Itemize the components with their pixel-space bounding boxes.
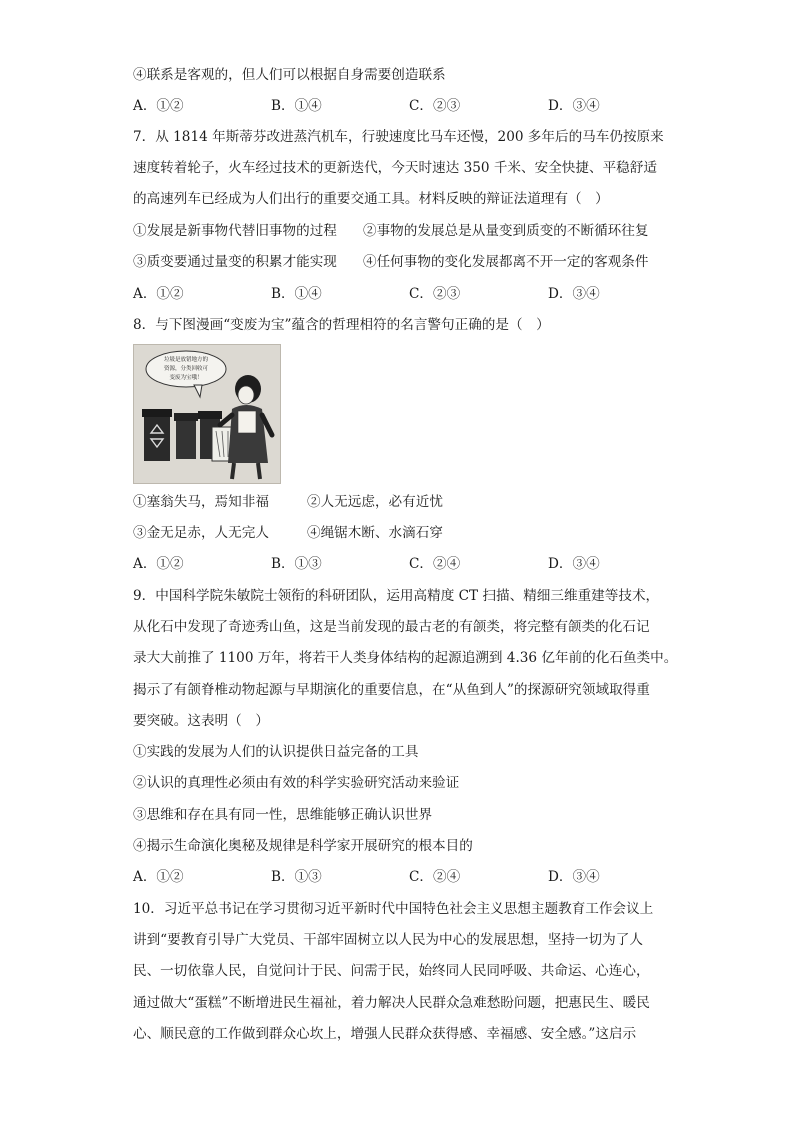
q10-stem-line-1: 10．习近平总书记在学习贯彻习近平新时代中国特色社会主义思想主题教育工作会议上 [133, 901, 654, 917]
choice-a[interactable]: A．①② [133, 98, 184, 114]
q9-choices [133, 867, 673, 887]
choice-c[interactable]: C．②④ [409, 869, 461, 885]
q9-option-3: ③思维和存在具有同一性，思维能够正确认识世界 [133, 807, 433, 823]
q9-stem-line-3: 录大大前推了 1100 万年，将若干人类身体结构的起源追溯到 4.36 亿年前的化石鱼类中。 [133, 650, 678, 666]
q7-options-row-2 [133, 252, 673, 272]
choice-c[interactable]: C．②③ [409, 286, 461, 302]
q7-option-2: ②事物的发展总是从量变到质变的不断循环往复 [363, 223, 649, 239]
q7-stem-line-3: 的高速列车已经成为人们出行的重要交通工具。材料反映的辩证法道理有（ ） [133, 191, 609, 207]
choice-d[interactable]: D．③④ [548, 556, 600, 572]
q9-stem-line-1: 9．中国科学院朱敏院士领衔的科研团队，运用高精度 CT 扫描、精细三维重建等技术， [133, 588, 660, 604]
choice-a[interactable]: A．①② [133, 869, 184, 885]
q8-options-row-1 [133, 492, 673, 512]
q10-stem-line-5: 心、顺民意的工作做到群众心坎上，增强人民群众获得感、幸福感、安全感。”这启示 [133, 1026, 637, 1042]
q6-option-4: ④联系是客观的，但人们可以根据自身需要创造联系 [133, 67, 446, 83]
speech-line-2: 资源，分类回收可 [163, 366, 209, 372]
q8-option-2: ②人无远虑，必有近忧 [307, 494, 443, 510]
q8-options-row-2 [133, 523, 673, 543]
q9-option-4: ④揭示生命演化奥秘及规律是科学家开展研究的根本目的 [133, 838, 473, 854]
choice-d[interactable]: D．③④ [548, 869, 600, 885]
choice-a[interactable]: A．①② [133, 286, 184, 302]
q7-option-4: ④任何事物的变化发展都离不开一定的客观条件 [363, 254, 649, 270]
q9-stem-line-5: 要突破。这表明（ ） [133, 713, 269, 729]
q8-choices [133, 554, 673, 574]
choice-b[interactable]: B．①④ [271, 98, 322, 114]
choice-b[interactable]: B．①④ [271, 286, 322, 302]
q6-choices [133, 96, 673, 116]
speech-line-1: 垃圾是放错地方的 [163, 357, 209, 363]
choice-c[interactable]: C．②③ [409, 98, 461, 114]
q10-stem-line-4: 通过做大“蛋糕”不断增进民生福祉，着力解决人民群众急难愁盼问题，把惠民生、暖民 [133, 995, 650, 1011]
cartoon-drawing [134, 345, 280, 483]
choice-d[interactable]: D．③④ [548, 286, 600, 302]
choice-a[interactable]: A．①② [133, 556, 184, 572]
choice-b[interactable]: B．①③ [271, 869, 322, 885]
q7-choices [133, 284, 673, 304]
q9-option-2: ②认识的真理性必须由有效的科学实验研究活动来验证 [133, 775, 460, 791]
q10-stem-line-2: 讲到“要教育引导广大党员、干部牢固树立以人民为中心的发展思想，坚持一切为了人 [133, 932, 643, 948]
q8-option-1: ①塞翁失马，焉知非福 [133, 494, 269, 510]
q7-option-1: ①发展是新事物代替旧事物的过程 [133, 223, 337, 239]
q7-stem-line-1: 7．从 1814 年斯蒂芬改进蒸汽机车，行驶速度比马车还慢，200 多年后的马车仍按原来 [133, 129, 664, 145]
speech-line-3: 变废为宝哦！ [169, 375, 203, 381]
q8-option-4: ④绳锯木断、水滴石穿 [307, 525, 443, 541]
q7-option-3: ③质变要通过量变的积累才能实现 [133, 254, 337, 270]
choice-b[interactable]: B．①③ [271, 556, 322, 572]
q9-stem-line-4: 揭示了有颌脊椎动物起源与早期演化的重要信息，在“从鱼到人”的探源研究领域取得重 [133, 682, 650, 698]
q9-option-1: ①实践的发展为人们的认识提供日益完备的工具 [133, 744, 419, 760]
q7-stem-line-2: 速度转着轮子，火车经过技术的更新迭代，今天时速达 350 千米、安全快捷、平稳舒适 [133, 160, 657, 176]
recycling-cartoon [133, 344, 281, 484]
choice-c[interactable]: C．②④ [409, 556, 461, 572]
choice-d[interactable]: D．③④ [548, 98, 600, 114]
q7-options-row-1 [133, 221, 673, 241]
q8-option-3: ③金无足赤，人无完人 [133, 525, 269, 541]
q9-stem-line-2: 从化石中发现了奇迹秀山鱼，这是当前发现的最古老的有颌类，将完整有颌类的化石记 [133, 619, 650, 635]
q10-stem-line-3: 民、一切依靠人民，自觉问计于民、问需于民，始终同人民同呼吸、共命运、心连心， [133, 963, 650, 979]
q8-stem: 8．与下图漫画“变废为宝”蕴含的哲理相符的名言警句正确的是（ ） [133, 317, 550, 333]
